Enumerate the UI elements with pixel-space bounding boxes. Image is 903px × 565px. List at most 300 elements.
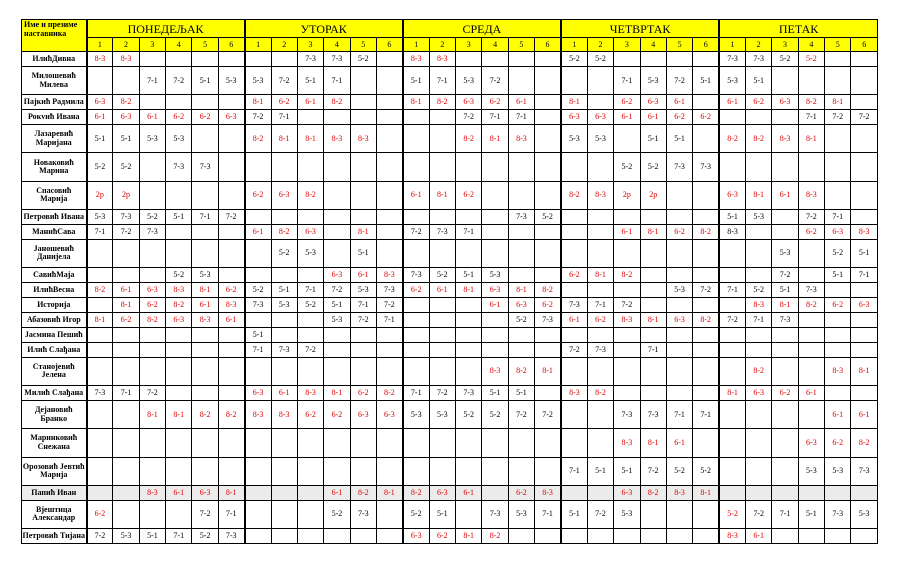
table-row — [22, 327, 878, 342]
schedule-cell: 8-2 — [271, 224, 297, 239]
schedule-cell — [508, 181, 534, 209]
schedule-cell — [297, 110, 323, 125]
schedule-cell — [666, 297, 692, 312]
schedule-cell: 7-3 — [403, 268, 429, 283]
days-header-row — [22, 20, 878, 38]
schedule-cell — [87, 239, 113, 267]
schedule-cell — [166, 239, 192, 267]
schedule-cell — [508, 429, 534, 457]
schedule-cell — [851, 209, 878, 224]
schedule-cell — [456, 297, 482, 312]
schedule-cell — [218, 386, 244, 401]
schedule-cell — [614, 283, 640, 298]
schedule-cell: 8-3 — [851, 224, 878, 239]
schedule-cell — [851, 342, 878, 357]
schedule-cell: 7-3 — [535, 312, 561, 327]
day-friday: ПЕТАК — [719, 20, 877, 38]
schedule-cell: 6-1 — [297, 95, 323, 110]
schedule-cell — [825, 52, 851, 67]
schedule-cell — [719, 342, 745, 357]
schedule-cell: 6-2 — [324, 400, 350, 428]
table-row — [22, 52, 878, 67]
schedule-cell: 7-3 — [166, 153, 192, 181]
schedule-cell: 6-3 — [587, 110, 613, 125]
schedule-cell: 6-2 — [218, 283, 244, 298]
schedule-cell — [825, 342, 851, 357]
schedule-cell — [376, 357, 402, 385]
schedule-cell: 5-3 — [456, 66, 482, 94]
period-number: 5 — [350, 38, 376, 52]
schedule-cell: 6-3 — [851, 297, 878, 312]
period-number: 3 — [614, 38, 640, 52]
schedule-cell — [825, 181, 851, 209]
schedule-cell: 5-3 — [218, 66, 244, 94]
schedule-cell — [376, 209, 402, 224]
schedule-cell — [324, 224, 350, 239]
period-number: 2 — [113, 38, 139, 52]
schedule-cell — [218, 224, 244, 239]
schedule-cell: 5-1 — [166, 209, 192, 224]
schedule-cell — [640, 386, 666, 401]
schedule-cell: 8-2 — [851, 429, 878, 457]
schedule-cell — [376, 529, 402, 544]
schedule-cell: 7-2 — [614, 297, 640, 312]
schedule-cell: 7-2 — [271, 66, 297, 94]
schedule-cell — [324, 342, 350, 357]
schedule-cell — [482, 327, 508, 342]
schedule-cell — [482, 457, 508, 485]
schedule-cell: 5-3 — [350, 283, 376, 298]
day-tuesday: УТОРАК — [245, 20, 403, 38]
schedule-cell — [350, 429, 376, 457]
schedule-cell — [640, 297, 666, 312]
schedule-cell — [245, 529, 271, 544]
schedule-cell: 8-3 — [166, 283, 192, 298]
schedule-cell: 7-2 — [640, 457, 666, 485]
schedule-cell: 8-1 — [772, 297, 798, 312]
schedule-cell: 8-1 — [403, 95, 429, 110]
schedule-cell: 8-3 — [587, 181, 613, 209]
schedule-cell: 6-2 — [429, 529, 455, 544]
schedule-cell: 7-2 — [851, 110, 878, 125]
schedule-cell: 6-3 — [508, 297, 534, 312]
schedule-cell: 5-2 — [297, 297, 323, 312]
teacher-name: Петровић Ивана — [22, 209, 87, 224]
schedule-cell — [403, 312, 429, 327]
schedule-cell: 8-3 — [113, 52, 139, 67]
schedule-cell: 5-2 — [719, 500, 745, 528]
schedule-cell: 6-1 — [482, 297, 508, 312]
schedule-cell: 7-2 — [798, 209, 824, 224]
schedule-cell: 7-2 — [324, 283, 350, 298]
schedule-cell: 7-1 — [218, 500, 244, 528]
schedule-cell — [587, 357, 613, 385]
schedule-cell — [403, 239, 429, 267]
schedule-cell — [376, 125, 402, 153]
schedule-cell — [851, 153, 878, 181]
schedule-cell: 8-3 — [376, 268, 402, 283]
schedule-cell: 5-3 — [851, 500, 878, 528]
schedule-cell — [825, 66, 851, 94]
schedule-cell — [297, 268, 323, 283]
schedule-cell: 7-3 — [324, 52, 350, 67]
schedule-cell — [403, 125, 429, 153]
schedule-cell — [693, 429, 719, 457]
schedule-cell: 5-2 — [772, 52, 798, 67]
schedule-cell: 6-2 — [825, 297, 851, 312]
schedule-cell — [772, 327, 798, 342]
teacher-name: Историја — [22, 297, 87, 312]
schedule-cell: 8-1 — [508, 283, 534, 298]
schedule-cell: 6-1 — [666, 429, 692, 457]
schedule-cell: 6-3 — [719, 181, 745, 209]
schedule-cell — [139, 239, 165, 267]
schedule-cell: 6-1 — [271, 386, 297, 401]
schedule-cell — [587, 209, 613, 224]
schedule-cell — [587, 400, 613, 428]
schedule-cell — [851, 386, 878, 401]
schedule-cell: 7-3 — [772, 312, 798, 327]
schedule-cell: 5-1 — [693, 66, 719, 94]
schedule-cell — [166, 457, 192, 485]
schedule-cell: 5-2 — [614, 153, 640, 181]
schedule-cell — [297, 153, 323, 181]
schedule-cell: 8-2 — [113, 95, 139, 110]
schedule-cell — [429, 429, 455, 457]
period-number: 4 — [166, 38, 192, 52]
schedule-cell — [825, 312, 851, 327]
schedule-cell: 7-2 — [456, 110, 482, 125]
schedule-cell — [851, 312, 878, 327]
schedule-cell — [614, 529, 640, 544]
schedule-cell — [429, 110, 455, 125]
schedule-cell — [693, 342, 719, 357]
schedule-cell — [350, 357, 376, 385]
schedule-cell — [693, 500, 719, 528]
schedule-cell — [456, 327, 482, 342]
schedule-cell: 6-2 — [587, 312, 613, 327]
schedule-cell — [587, 283, 613, 298]
schedule-cell — [456, 239, 482, 267]
schedule-cell: 5-3 — [719, 66, 745, 94]
schedule-cell — [798, 327, 824, 342]
schedule-cell — [614, 386, 640, 401]
schedule-cell — [561, 485, 587, 500]
schedule-cell — [376, 153, 402, 181]
schedule-cell — [745, 457, 771, 485]
schedule-cell: 6-2 — [666, 224, 692, 239]
schedule-cell — [350, 95, 376, 110]
schedule-cell: 5-2 — [456, 400, 482, 428]
schedule-cell — [535, 239, 561, 267]
schedule-cell: 5-2 — [324, 500, 350, 528]
schedule-cell: 7-1 — [666, 400, 692, 428]
schedule-cell: 6-2 — [535, 297, 561, 312]
table-row — [22, 529, 878, 544]
schedule-cell — [666, 386, 692, 401]
schedule-cell — [772, 485, 798, 500]
schedule-cell — [192, 357, 218, 385]
schedule-cell — [535, 457, 561, 485]
teacher-name: Дејановић Бранко — [22, 400, 87, 428]
schedule-cell — [87, 429, 113, 457]
schedule-cell: 6-3 — [87, 95, 113, 110]
schedule-cell: 6-3 — [429, 485, 455, 500]
schedule-cell: 8-1 — [324, 386, 350, 401]
schedule-cell — [245, 457, 271, 485]
schedule-cell — [403, 153, 429, 181]
schedule-cell: 6-1 — [192, 297, 218, 312]
schedule-cell: 7-1 — [614, 66, 640, 94]
schedule-cell: 8-1 — [456, 283, 482, 298]
schedule-cell: 6-2 — [693, 110, 719, 125]
schedule-cell: 7-1 — [324, 66, 350, 94]
schedule-cell: 5-3 — [271, 297, 297, 312]
schedule-cell — [324, 153, 350, 181]
schedule-cell — [666, 52, 692, 67]
teacher-name: Спасовић Марија — [22, 181, 87, 209]
schedule-cell: 6-3 — [745, 386, 771, 401]
table-row — [22, 153, 878, 181]
schedule-cell: 5-3 — [561, 125, 587, 153]
schedule-cell: 6-1 — [456, 485, 482, 500]
table-row — [22, 457, 878, 485]
schedule-cell: 8-1 — [851, 357, 878, 385]
schedule-cell: 7-2 — [745, 500, 771, 528]
schedule-cell: 6-1 — [614, 224, 640, 239]
period-number: 5 — [666, 38, 692, 52]
schedule-cell — [535, 110, 561, 125]
table-row — [22, 312, 878, 327]
schedule-cell: 8-3 — [719, 529, 745, 544]
schedule-cell: 7-3 — [376, 283, 402, 298]
period-number: 3 — [456, 38, 482, 52]
schedule-cell: 8-2 — [482, 529, 508, 544]
schedule-cell: 8-1 — [87, 312, 113, 327]
schedule-cell: 5-3 — [666, 283, 692, 298]
schedule-cell — [376, 239, 402, 267]
schedule-cell — [561, 153, 587, 181]
schedule-cell: 7-1 — [851, 268, 878, 283]
schedule-cell: 8-1 — [798, 125, 824, 153]
schedule-cell: 7-3 — [139, 224, 165, 239]
schedule-cell: 7-1 — [640, 342, 666, 357]
schedule-cell: 8-2 — [508, 357, 534, 385]
schedule-cell: 8-2 — [614, 268, 640, 283]
schedule-cell: 2р — [113, 181, 139, 209]
schedule-cell: 5-1 — [798, 500, 824, 528]
schedule-cell — [508, 52, 534, 67]
schedule-cell: 7-3 — [297, 52, 323, 67]
schedule-cell — [798, 268, 824, 283]
schedule-cell: 7-1 — [271, 110, 297, 125]
schedule-cell: 7-1 — [772, 500, 798, 528]
schedule-cell: 6-2 — [508, 485, 534, 500]
period-number: 2 — [587, 38, 613, 52]
schedule-cell: 7-2 — [508, 400, 534, 428]
schedule-cell: 8-3 — [324, 125, 350, 153]
schedule-cell — [666, 357, 692, 385]
schedule-cell — [456, 153, 482, 181]
schedule-cell: 6-1 — [139, 110, 165, 125]
schedule-cell — [271, 312, 297, 327]
schedule-cell — [587, 529, 613, 544]
schedule-cell: 8-3 — [535, 485, 561, 500]
schedule-cell — [561, 529, 587, 544]
schedule-cell: 6-1 — [798, 386, 824, 401]
schedule-cell: 5-3 — [825, 457, 851, 485]
schedule-cell: 6-1 — [218, 312, 244, 327]
schedule-cell — [376, 327, 402, 342]
schedule-cell — [297, 529, 323, 544]
schedule-cell — [429, 125, 455, 153]
schedule-cell — [508, 529, 534, 544]
schedule-cell: 5-1 — [772, 283, 798, 298]
schedule-cell — [324, 429, 350, 457]
schedule-cell: 6-1 — [350, 268, 376, 283]
schedule-cell: 6-2 — [745, 95, 771, 110]
schedule-cell: 7-3 — [482, 500, 508, 528]
schedule-cell — [403, 327, 429, 342]
schedule-cell: 6-2 — [456, 181, 482, 209]
schedule-cell: 7-1 — [693, 400, 719, 428]
schedule-cell: 5-2 — [245, 283, 271, 298]
schedule-cell — [376, 52, 402, 67]
schedule-cell: 6-3 — [403, 529, 429, 544]
schedule-cell — [587, 153, 613, 181]
schedule-cell: 7-2 — [429, 386, 455, 401]
schedule-cell — [561, 400, 587, 428]
schedule-cell: 5-2 — [666, 457, 692, 485]
schedule-cell — [429, 153, 455, 181]
schedule-cell — [693, 181, 719, 209]
schedule-cell — [482, 312, 508, 327]
schedule-cell: 7-1 — [535, 500, 561, 528]
schedule-cell — [456, 429, 482, 457]
schedule-cell: 5-2 — [350, 52, 376, 67]
schedule-cell: 7-2 — [587, 500, 613, 528]
schedule-cell — [218, 52, 244, 67]
schedule-cell: 5-2 — [825, 239, 851, 267]
schedule-cell: 8-3 — [218, 297, 244, 312]
schedule-cell — [851, 66, 878, 94]
schedule-cell — [745, 342, 771, 357]
schedule-cell — [825, 153, 851, 181]
schedule-cell: 7-2 — [297, 342, 323, 357]
schedule-cell: 8-2 — [798, 95, 824, 110]
schedule-cell — [139, 95, 165, 110]
schedule-cell — [429, 327, 455, 342]
teacher-name: Лазаревић Маријана — [22, 125, 87, 153]
schedule-cell: 6-2 — [192, 110, 218, 125]
schedule-cell: 7-1 — [245, 342, 271, 357]
schedule-cell: 7-3 — [851, 457, 878, 485]
schedule-cell — [218, 181, 244, 209]
schedule-cell — [403, 429, 429, 457]
schedule-cell — [403, 209, 429, 224]
schedule-cell — [324, 181, 350, 209]
schedule-cell: 8-2 — [745, 125, 771, 153]
schedule-cell: 8-1 — [825, 95, 851, 110]
schedule-cell — [772, 153, 798, 181]
schedule-cell: 7-2 — [772, 268, 798, 283]
period-number: 3 — [772, 38, 798, 52]
schedule-cell — [719, 268, 745, 283]
schedule-cell: 8-1 — [456, 529, 482, 544]
schedule-cell — [271, 52, 297, 67]
schedule-cell — [245, 209, 271, 224]
schedule-cell — [350, 529, 376, 544]
teacher-name: Рокvић Ивана — [22, 110, 87, 125]
period-number: 4 — [482, 38, 508, 52]
schedule-cell — [561, 327, 587, 342]
schedule-cell: 5-1 — [324, 297, 350, 312]
schedule-cell — [192, 125, 218, 153]
schedule-cell: 8-2 — [376, 386, 402, 401]
schedule-cell — [666, 268, 692, 283]
schedule-cell: 8-1 — [271, 125, 297, 153]
schedule-cell — [166, 327, 192, 342]
schedule-cell: 6-3 — [456, 95, 482, 110]
schedule-cell — [139, 342, 165, 357]
schedule-cell: 7-1 — [825, 209, 851, 224]
schedule-cell — [87, 357, 113, 385]
table-row — [22, 209, 878, 224]
schedule-cell — [851, 52, 878, 67]
schedule-cell — [825, 386, 851, 401]
schedule-cell: 5-2 — [693, 457, 719, 485]
schedule-cell — [666, 327, 692, 342]
schedule-cell — [350, 209, 376, 224]
schedule-cell: 5-1 — [245, 327, 271, 342]
schedule-cell — [851, 95, 878, 110]
schedule-cell — [772, 110, 798, 125]
schedule-cell — [614, 209, 640, 224]
schedule-cell: 5-3 — [192, 268, 218, 283]
schedule-cell: 5-1 — [271, 283, 297, 298]
schedule-cell — [403, 342, 429, 357]
period-number: 4 — [798, 38, 824, 52]
schedule-cell: 7-3 — [271, 342, 297, 357]
schedule-cell — [139, 357, 165, 385]
schedule-cell: 8-3 — [614, 312, 640, 327]
schedule-cell — [113, 342, 139, 357]
schedule-cell — [218, 342, 244, 357]
schedule-cell: 7-1 — [87, 224, 113, 239]
schedule-cell: 8-2 — [535, 283, 561, 298]
schedule-cell: 5-2 — [192, 529, 218, 544]
schedule-cell: 6-2 — [561, 268, 587, 283]
teacher-name: Вјештица Александар — [22, 500, 87, 528]
period-number: 6 — [693, 38, 719, 52]
schedule-cell: 8-1 — [587, 268, 613, 283]
table-row — [22, 125, 878, 153]
schedule-cell: 5-1 — [429, 500, 455, 528]
table-row — [22, 500, 878, 528]
schedule-cell: 8-1 — [166, 400, 192, 428]
schedule-cell: 7-3 — [719, 52, 745, 67]
schedule-cell — [745, 110, 771, 125]
schedule-cell: 7-1 — [139, 66, 165, 94]
schedule-cell — [535, 66, 561, 94]
schedule-cell — [693, 52, 719, 67]
schedule-cell — [139, 327, 165, 342]
schedule-cell — [640, 268, 666, 283]
schedule-cell — [192, 95, 218, 110]
schedule-cell: 5-1 — [745, 66, 771, 94]
schedule-cell: 5-3 — [587, 125, 613, 153]
day-monday: ПОНЕДЕЉАК — [87, 20, 245, 38]
